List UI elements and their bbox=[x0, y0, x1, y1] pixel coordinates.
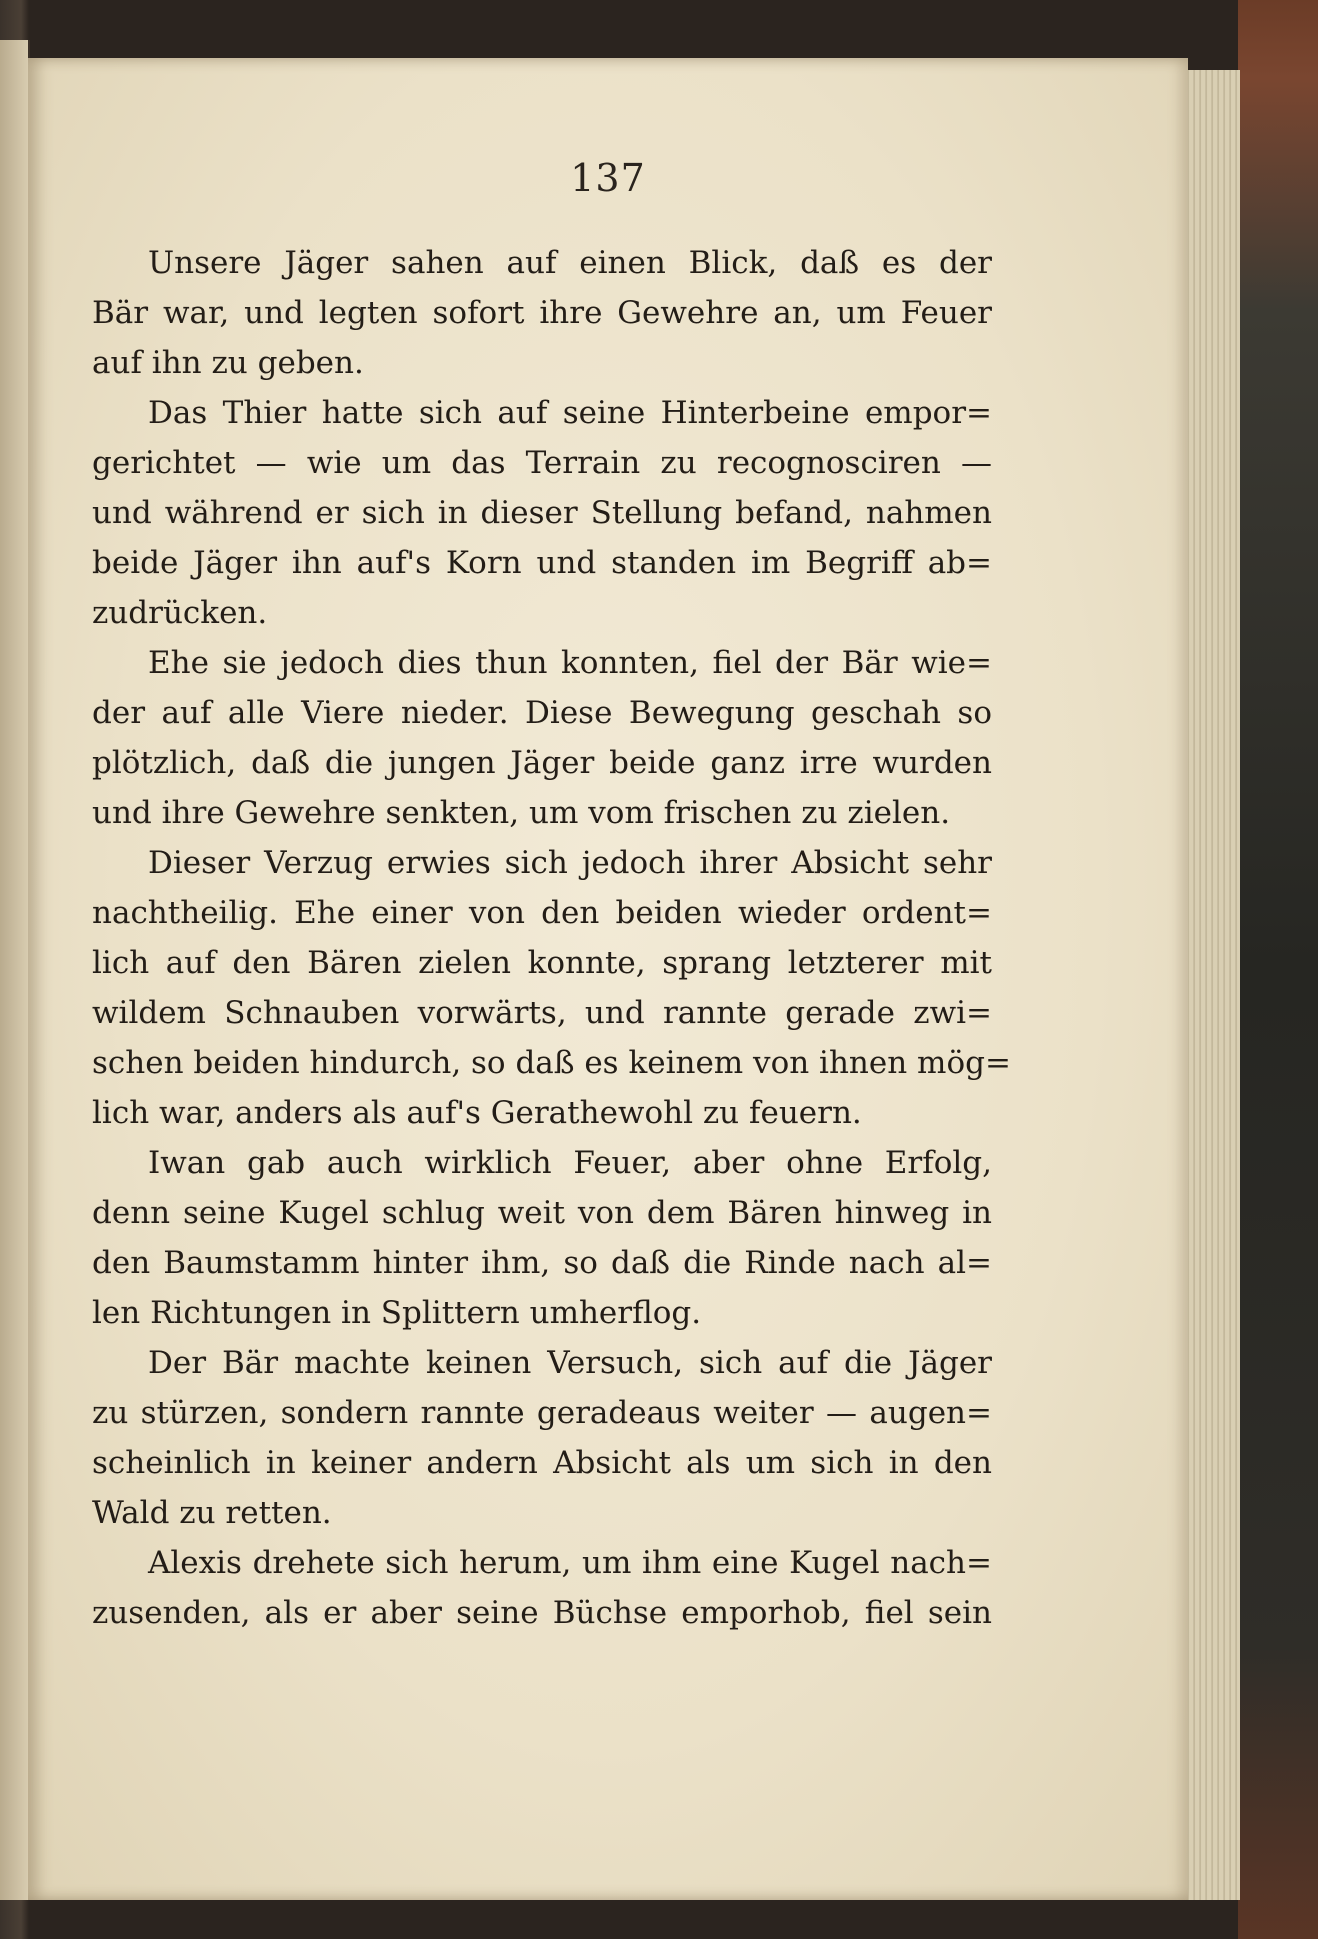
text-line: schen beiden hindurch, so daß es keinem von ihnen mög= bbox=[92, 1045, 1011, 1081]
text-line: Dieser Verzug erwies sich jedoch ihrer Absicht sehr bbox=[148, 845, 992, 881]
text-line: plötzlich, daß die jungen Jäger beide ganz irre wurden bbox=[92, 745, 992, 781]
text-line: lich war, anders als auf's Gerathewohl zu feuern. bbox=[92, 1095, 862, 1131]
book-cover-edge bbox=[1238, 0, 1318, 1939]
text-line: und ihre Gewehre senkten, um vom frischen zu zielen. bbox=[92, 795, 951, 831]
text-line: auf ihn zu geben. bbox=[92, 345, 364, 381]
text-line: Alexis drehete sich herum, um ihm eine Kugel nach= bbox=[148, 1545, 992, 1581]
text-line: scheinlich in keiner andern Absicht als um sich in den bbox=[92, 1445, 992, 1481]
previous-page-edge bbox=[0, 40, 30, 1900]
text-line: Wald zu retten. bbox=[92, 1495, 332, 1531]
text-line: zudrücken. bbox=[92, 595, 268, 631]
book-page bbox=[28, 58, 1188, 1900]
text-line: Unsere Jäger sahen auf einen Blick, daß es der bbox=[148, 245, 992, 281]
text-line: nachtheilig. Ehe einer von den beiden wieder ordent= bbox=[92, 895, 992, 931]
text-line: Iwan gab auch wirklich Feuer, aber ohne Erfolg, bbox=[148, 1145, 992, 1181]
text-line: Das Thier hatte sich auf seine Hinterbeine empor= bbox=[148, 395, 992, 431]
page-body-text bbox=[92, 238, 1011, 1638]
text-line: gerichtet — wie um das Terrain zu recognosciren — bbox=[92, 445, 992, 481]
text-line: zu stürzen, sondern rannte geradeaus weiter — augen= bbox=[92, 1395, 992, 1431]
text-line: wildem Schnauben vorwärts, und rannte gerade zwi= bbox=[92, 995, 992, 1031]
text-line: und während er sich in dieser Stellung befand, nahmen bbox=[92, 495, 992, 531]
text-line: denn seine Kugel schlug weit von dem Bären hinweg in bbox=[92, 1195, 992, 1231]
text-line: len Richtungen in Splittern umherflog. bbox=[92, 1295, 702, 1331]
text-line: Der Bär machte keinen Versuch, sich auf die Jäger bbox=[148, 1345, 992, 1381]
text-line: Bär war, und legten sofort ihre Gewehre an, um Feuer bbox=[92, 295, 992, 331]
text-line: zusenden, als er aber seine Büchse emporhob, fiel sein bbox=[92, 1595, 992, 1631]
text-line: der auf alle Viere nieder. Diese Bewegung geschah so bbox=[92, 695, 992, 731]
page-stack-edges bbox=[1183, 70, 1240, 1900]
text-line: beide Jäger ihn auf's Korn und standen im Begriff ab= bbox=[92, 545, 992, 581]
text-line: Ehe sie jedoch dies thun konnten, fiel der Bär wie= bbox=[148, 645, 992, 681]
text-line: lich auf den Bären zielen konnte, sprang letzterer mit bbox=[92, 945, 992, 981]
text-line: den Baumstamm hinter ihm, so daß die Rinde nach al= bbox=[92, 1245, 992, 1281]
page-number: 137 bbox=[570, 156, 646, 200]
